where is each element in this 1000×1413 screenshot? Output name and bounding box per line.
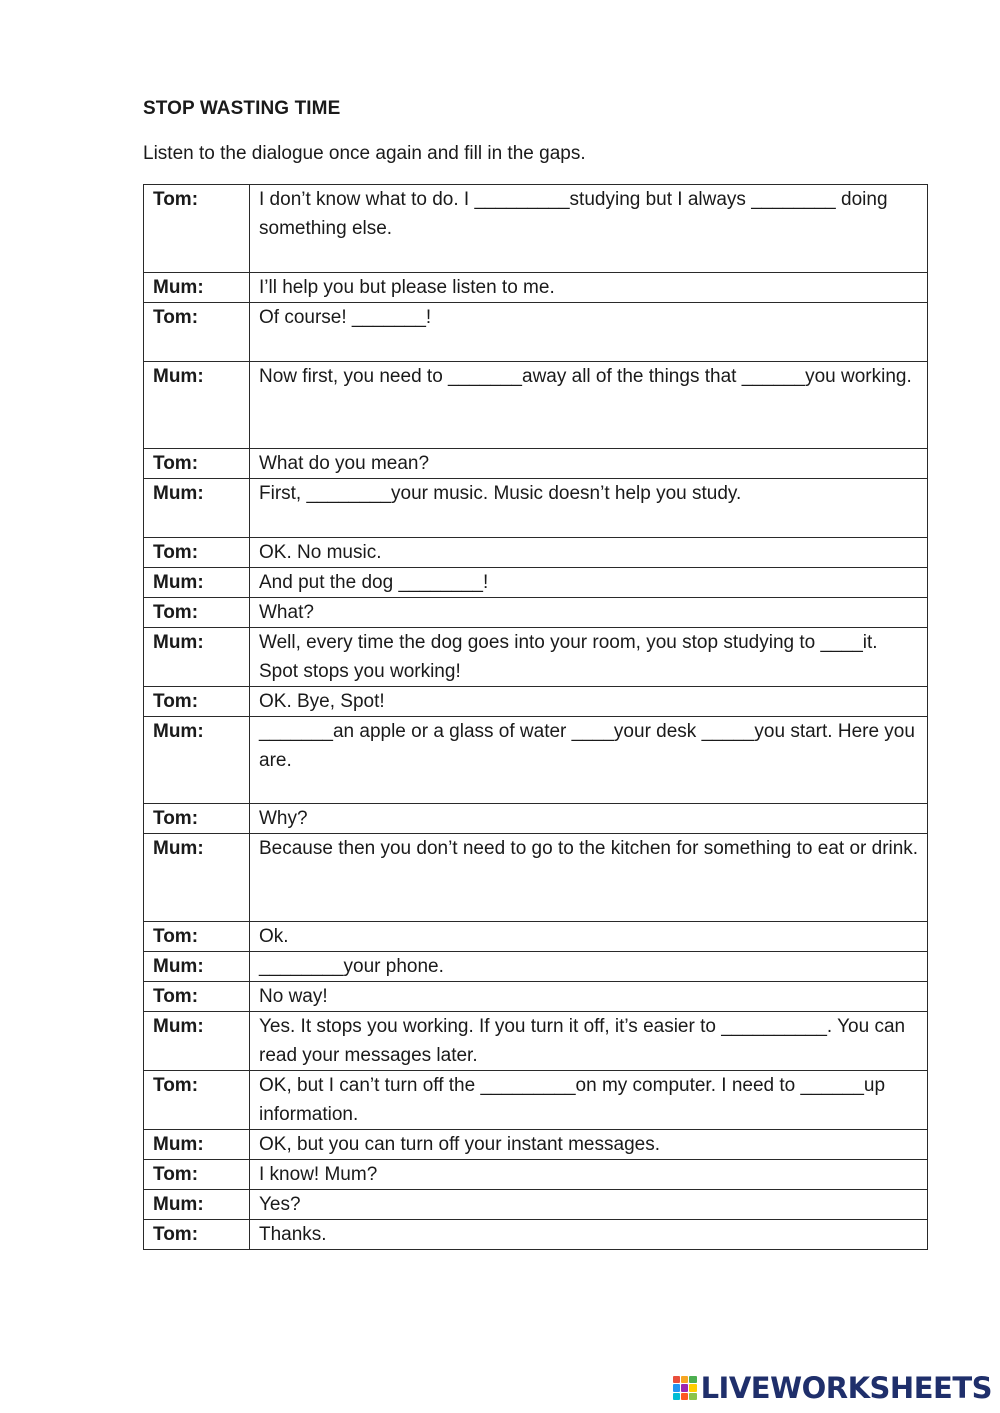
dialogue-row <box>144 1130 928 1160</box>
logo-square <box>681 1376 688 1383</box>
dialogue-line: Because then you don’t need to go to the kitchen for something to eat or drink. <box>250 834 928 922</box>
dialogue-row <box>144 598 928 628</box>
dialogue-row <box>144 273 928 303</box>
dialogue-speaker: Tom: <box>144 185 250 273</box>
dialogue-line: I know! Mum? <box>250 1160 928 1190</box>
dialogue-line: No way! <box>250 982 928 1012</box>
dialogue-speaker: Tom: <box>144 982 250 1012</box>
dialogue-speaker: Tom: <box>144 449 250 479</box>
dialogue-speaker: Mum: <box>144 834 250 922</box>
dialogue-line: I’ll help you but please listen to me. <box>250 273 928 303</box>
logo-square <box>689 1393 696 1400</box>
dialogue-row <box>144 687 928 717</box>
dialogue-speaker: Mum: <box>144 273 250 303</box>
dialogue-row <box>144 1012 928 1071</box>
dialogue-row <box>144 568 928 598</box>
dialogue-speaker: Tom: <box>144 1160 250 1190</box>
dialogue-table <box>143 184 928 1250</box>
dialogue-row <box>144 952 928 982</box>
dialogue-speaker: Mum: <box>144 479 250 538</box>
dialogue-row <box>144 834 928 922</box>
dialogue-line: I don’t know what to do. I _________studying but I always ________ doing something else. <box>250 185 928 273</box>
logo-square <box>681 1393 688 1400</box>
dialogue-row <box>144 1190 928 1220</box>
dialogue-speaker: Tom: <box>144 1071 250 1130</box>
dialogue-line: What? <box>250 598 928 628</box>
dialogue-table-body <box>144 185 928 1250</box>
dialogue-row <box>144 1220 928 1250</box>
liveworksheets-logo[interactable] <box>673 1371 992 1405</box>
dialogue-row <box>144 717 928 804</box>
logo-square <box>689 1384 696 1391</box>
dialogue-line: First, ________your music. Music doesn’t help you study. <box>250 479 928 538</box>
dialogue-line: Yes. It stops you working. If you turn it off, it’s easier to __________. You can read your messages later. <box>250 1012 928 1071</box>
liveworksheets-logo-icon <box>673 1376 697 1400</box>
logo-square <box>673 1376 680 1383</box>
dialogue-line: Why? <box>250 804 928 834</box>
dialogue-line: _______an apple or a glass of water ____your desk _____you start. Here you are. <box>250 717 928 804</box>
dialogue-line: What do you mean? <box>250 449 928 479</box>
dialogue-row <box>144 628 928 687</box>
dialogue-row <box>144 804 928 834</box>
dialogue-row <box>144 538 928 568</box>
dialogue-row <box>144 1160 928 1190</box>
dialogue-speaker: Tom: <box>144 1220 250 1250</box>
logo-square <box>681 1384 688 1391</box>
dialogue-speaker: Tom: <box>144 303 250 362</box>
dialogue-speaker: Tom: <box>144 687 250 717</box>
liveworksheets-logo-text: LIVEWORKSHEETS <box>700 1371 992 1405</box>
dialogue-speaker: Mum: <box>144 628 250 687</box>
dialogue-line: OK. Bye, Spot! <box>250 687 928 717</box>
dialogue-speaker: Mum: <box>144 717 250 804</box>
dialogue-line: OK, but you can turn off your instant messages. <box>250 1130 928 1160</box>
dialogue-row <box>144 362 928 449</box>
dialogue-line: Now first, you need to _______away all of the things that ______you working. <box>250 362 928 449</box>
dialogue-line: ________your phone. <box>250 952 928 982</box>
dialogue-speaker: Mum: <box>144 952 250 982</box>
dialogue-row <box>144 303 928 362</box>
dialogue-line: Thanks. <box>250 1220 928 1250</box>
dialogue-row <box>144 449 928 479</box>
dialogue-line: OK. No music. <box>250 538 928 568</box>
dialogue-line: Well, every time the dog goes into your room, you stop studying to ____it. Spot stops you working! <box>250 628 928 687</box>
dialogue-speaker: Mum: <box>144 1012 250 1071</box>
dialogue-line: Ok. <box>250 922 928 952</box>
dialogue-line: OK, but I can’t turn off the _________on my computer. I need to ______up information. <box>250 1071 928 1130</box>
logo-square <box>673 1384 680 1391</box>
dialogue-row <box>144 1071 928 1130</box>
dialogue-row <box>144 982 928 1012</box>
dialogue-row <box>144 185 928 273</box>
dialogue-speaker: Tom: <box>144 538 250 568</box>
dialogue-speaker: Tom: <box>144 804 250 834</box>
logo-square <box>673 1393 680 1400</box>
worksheet-instructions: Listen to the dialogue once again and fill in the gaps. <box>143 143 586 164</box>
dialogue-line: Yes? <box>250 1190 928 1220</box>
dialogue-row <box>144 479 928 538</box>
dialogue-speaker: Tom: <box>144 922 250 952</box>
dialogue-line: And put the dog ________! <box>250 568 928 598</box>
dialogue-speaker: Mum: <box>144 362 250 449</box>
dialogue-speaker: Tom: <box>144 598 250 628</box>
dialogue-speaker: Mum: <box>144 568 250 598</box>
worksheet-title: STOP WASTING TIME <box>143 98 341 119</box>
dialogue-speaker: Mum: <box>144 1190 250 1220</box>
dialogue-row <box>144 922 928 952</box>
dialogue-line: Of course! _______! <box>250 303 928 362</box>
dialogue-speaker: Mum: <box>144 1130 250 1160</box>
logo-square <box>689 1376 696 1383</box>
